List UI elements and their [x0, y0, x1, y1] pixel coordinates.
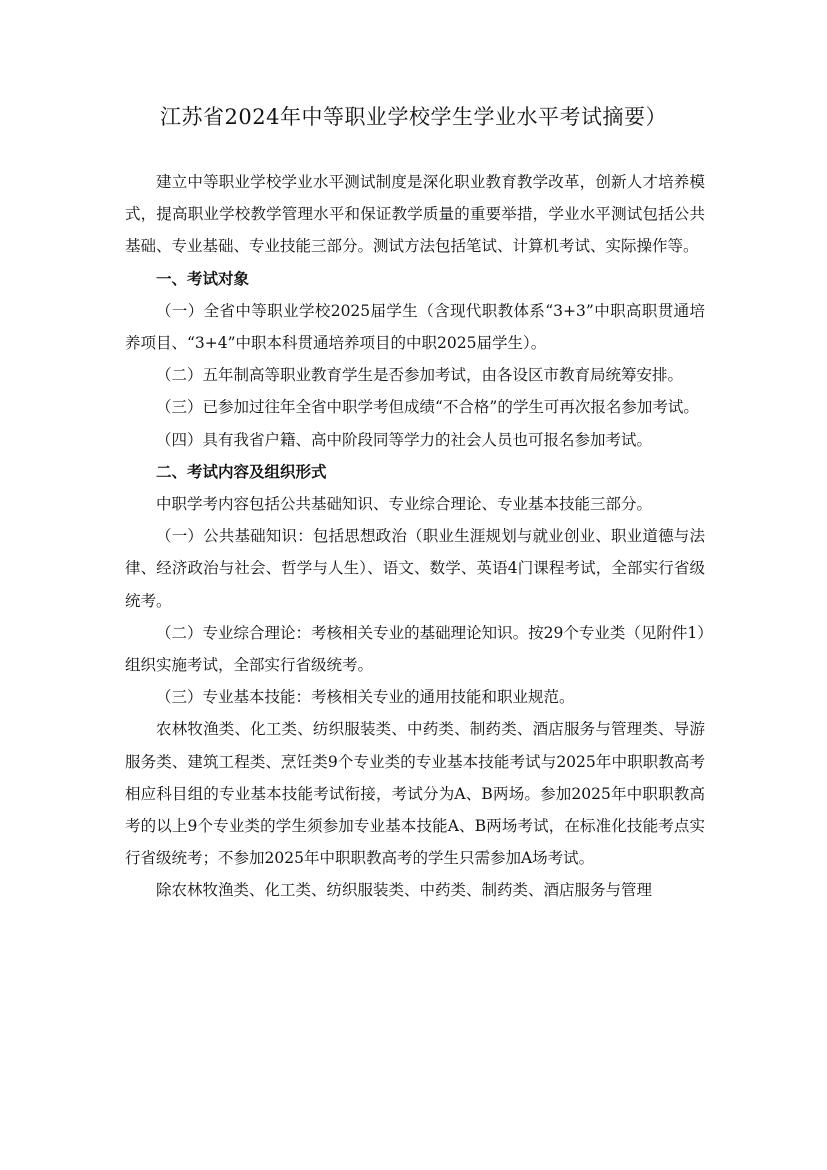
- document-title: 江苏省2024年中等职业学校学生学业水平考试摘要）: [160, 105, 667, 129]
- document-body: [125, 166, 705, 907]
- paragraph: 中职学考内容包括公共基础知识、专业综合理论、专业基本技能三部分。: [156, 495, 653, 514]
- paragraph: （二）专业综合理论：考核相关专业的基础理论知识。按29个专业类（见附件1）组织实施考试，全部实行省级统考。: [125, 623, 705, 675]
- paragraph: 农林牧渔类、化工类、纺织服装类、中药类、制药类、酒店服务与管理类、导游服务类、建筑工程类、烹饪类9个专业类的专业基本技能考试与2025年中职职教高考相应科目组的专业基本技能考试衔接，考试分为A、B两场。参加2025年中职职教高考的以上9个专业类的学生须参加专业基本技能A、B两场考试，在标准化技能考点实行省级统考；不参加2025年中职职教高考的学生只需参加A场考试。: [125, 720, 705, 868]
- paragraph: （一）全省中等职业学校2025届学生（含现代职教体系“3+3”中职高职贯通培养项目、“3+4”中职本科贯通培养项目的中职2025届学生）。: [125, 301, 705, 353]
- section-heading: 二、考试内容及组织形式: [156, 461, 327, 481]
- paragraph: （二）五年制高等职业教育学生是否参加考试，由各设区市教育局统筹安排。: [156, 366, 684, 385]
- section-heading: 一、考试对象: [156, 268, 250, 288]
- paragraph: （三）专业基本技能：考核相关专业的通用技能和职业规范。: [156, 688, 575, 707]
- paragraph: 除农林牧渔类、化工类、纺织服装类、中药类、制药类、酒店服务与管理: [156, 881, 653, 900]
- paragraph: （一）公共基础知识：包括思想政治（职业生涯规划与就业创业、职业道德与法律、经济政治与社会、哲学与人生）、语文、数学、英语4门课程考试，全部实行省级统考。: [125, 527, 705, 610]
- paragraph: （四）具有我省户籍、高中阶段同等学力的社会人员也可报名参加考试。: [156, 430, 653, 449]
- paragraph: 建立中等职业学校学业水平测试制度是深化职业教育教学改革，创新人才培养模式，提高职业学校教学管理水平和保证教学质量的重要举措，学业水平测试包括公共基础、专业基础、专业技能三部分。测试方法包括笔试、计算机考试、实际操作等。: [125, 173, 705, 256]
- paragraph: （三）已参加过往年全省中职学考但成绩“不合格”的学生可再次报名参加考试。: [156, 398, 699, 417]
